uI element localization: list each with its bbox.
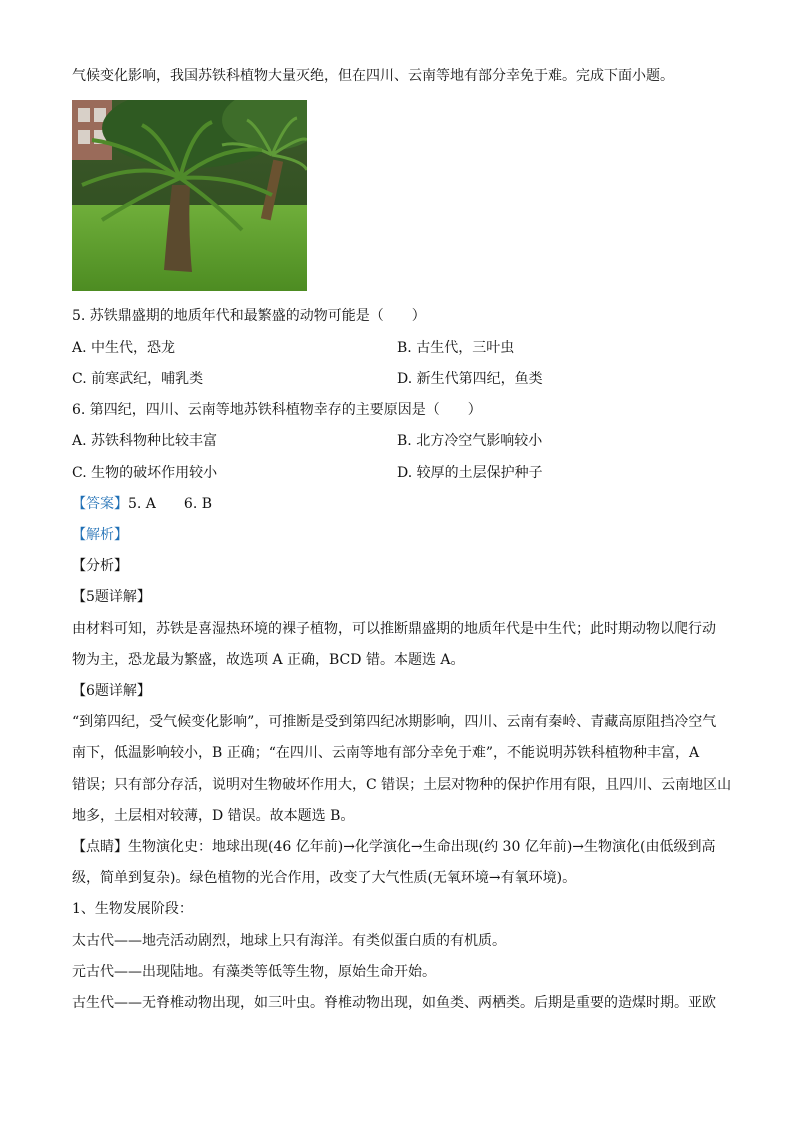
tip-tag: 【点睛】 [72,839,128,855]
detail-5-line-2: 物为主，恐龙最为繁盛，故选项 A 正确，BCD 错。本题选 A。 [72,652,465,668]
q6-option-d: D. 较厚的土层保护种子 [397,465,543,481]
question-6-stem: 6. 第四纪，四川、云南等地苏铁科植物幸存的主要原因是（ ） [72,402,482,418]
stage-paleozoic: 古生代——无脊椎动物出现，如三叶虫。脊椎动物出现，如鱼类、两栖类。后期是重要的造煤时期。亚欧 [72,995,716,1011]
fenxi-tag: 【分析】 [72,558,128,574]
detail-5-line-1: 由材料可知，苏铁是喜湿热环境的裸子植物，可以推断鼎盛期的地质年代是中生代；此时期动物以爬行动 [72,621,716,637]
answer-text: 5. A 6. B [128,496,213,512]
q5-option-c: C. 前寒武纪，哺乳类 [72,371,204,387]
stages-title: 1、生物发展阶段： [72,901,193,917]
q5-option-b: B. 古生代，三叶虫 [397,340,515,356]
stage-proterozoic: 元古代——出现陆地。有藻类等低等生物，原始生命开始。 [72,964,436,980]
analysis-tag: 【解析】 [72,527,128,543]
cycad-photo [72,100,307,291]
tip-line-2: 级，简单到复杂)。绿色植物的光合作用，改变了大气性质(无氧环境→有氧环境)。 [72,870,577,886]
q6-option-b: B. 北方冷空气影响较小 [397,433,543,449]
tip-text-1: 生物演化史：地球出现(46 亿年前)→化学演化→生命出现(约 30 亿年前)→生物演化(由低级到高 [128,839,716,855]
detail-6-line-2: 南下，低温影响较小，B 正确；“在四川、云南等地有部分幸免于难”，不能说明苏铁科植物种丰富，A [72,745,700,761]
tip-line-1 [72,837,715,857]
detail-6-line-3: 错误；只有部分存活，说明对生物破坏作用大，C 错误；土层对物种的保护作用有限，且四川、云南地区山 [72,777,732,793]
detail-6-line-1: “到第四纪，受气候变化影响”，可推断是受到第四纪冰期影响，四川、云南有秦岭、青藏高原阻挡冷空气 [72,714,717,730]
detail-5-tag: 【5题详解】 [72,589,151,605]
detail-6-tag: 【6题详解】 [72,683,151,699]
cycad-image [72,100,307,291]
q5-option-d: D. 新生代第四纪，鱼类 [397,371,543,387]
q6-option-c: C. 生物的破坏作用较小 [72,465,218,481]
stage-archean: 太古代——地壳活动剧烈，地球上只有海洋。有类似蛋白质的有机质。 [72,933,506,949]
q5-option-a: A. 中生代，恐龙 [72,340,176,356]
intro-text: 气候变化影响，我国苏铁科植物大量灭绝，但在四川、云南等地有部分幸免于难。完成下面小题。 [72,68,674,84]
q6-option-a: A. 苏铁科物种比较丰富 [72,433,218,449]
answer-line [72,494,212,514]
question-5-stem: 5. 苏铁鼎盛期的地质年代和最繁盛的动物可能是（ ） [72,308,426,324]
answer-tag: 【答案】 [72,496,128,512]
detail-6-line-4: 地多，土层相对较薄，D 错误。故本题选 B。 [72,808,355,824]
